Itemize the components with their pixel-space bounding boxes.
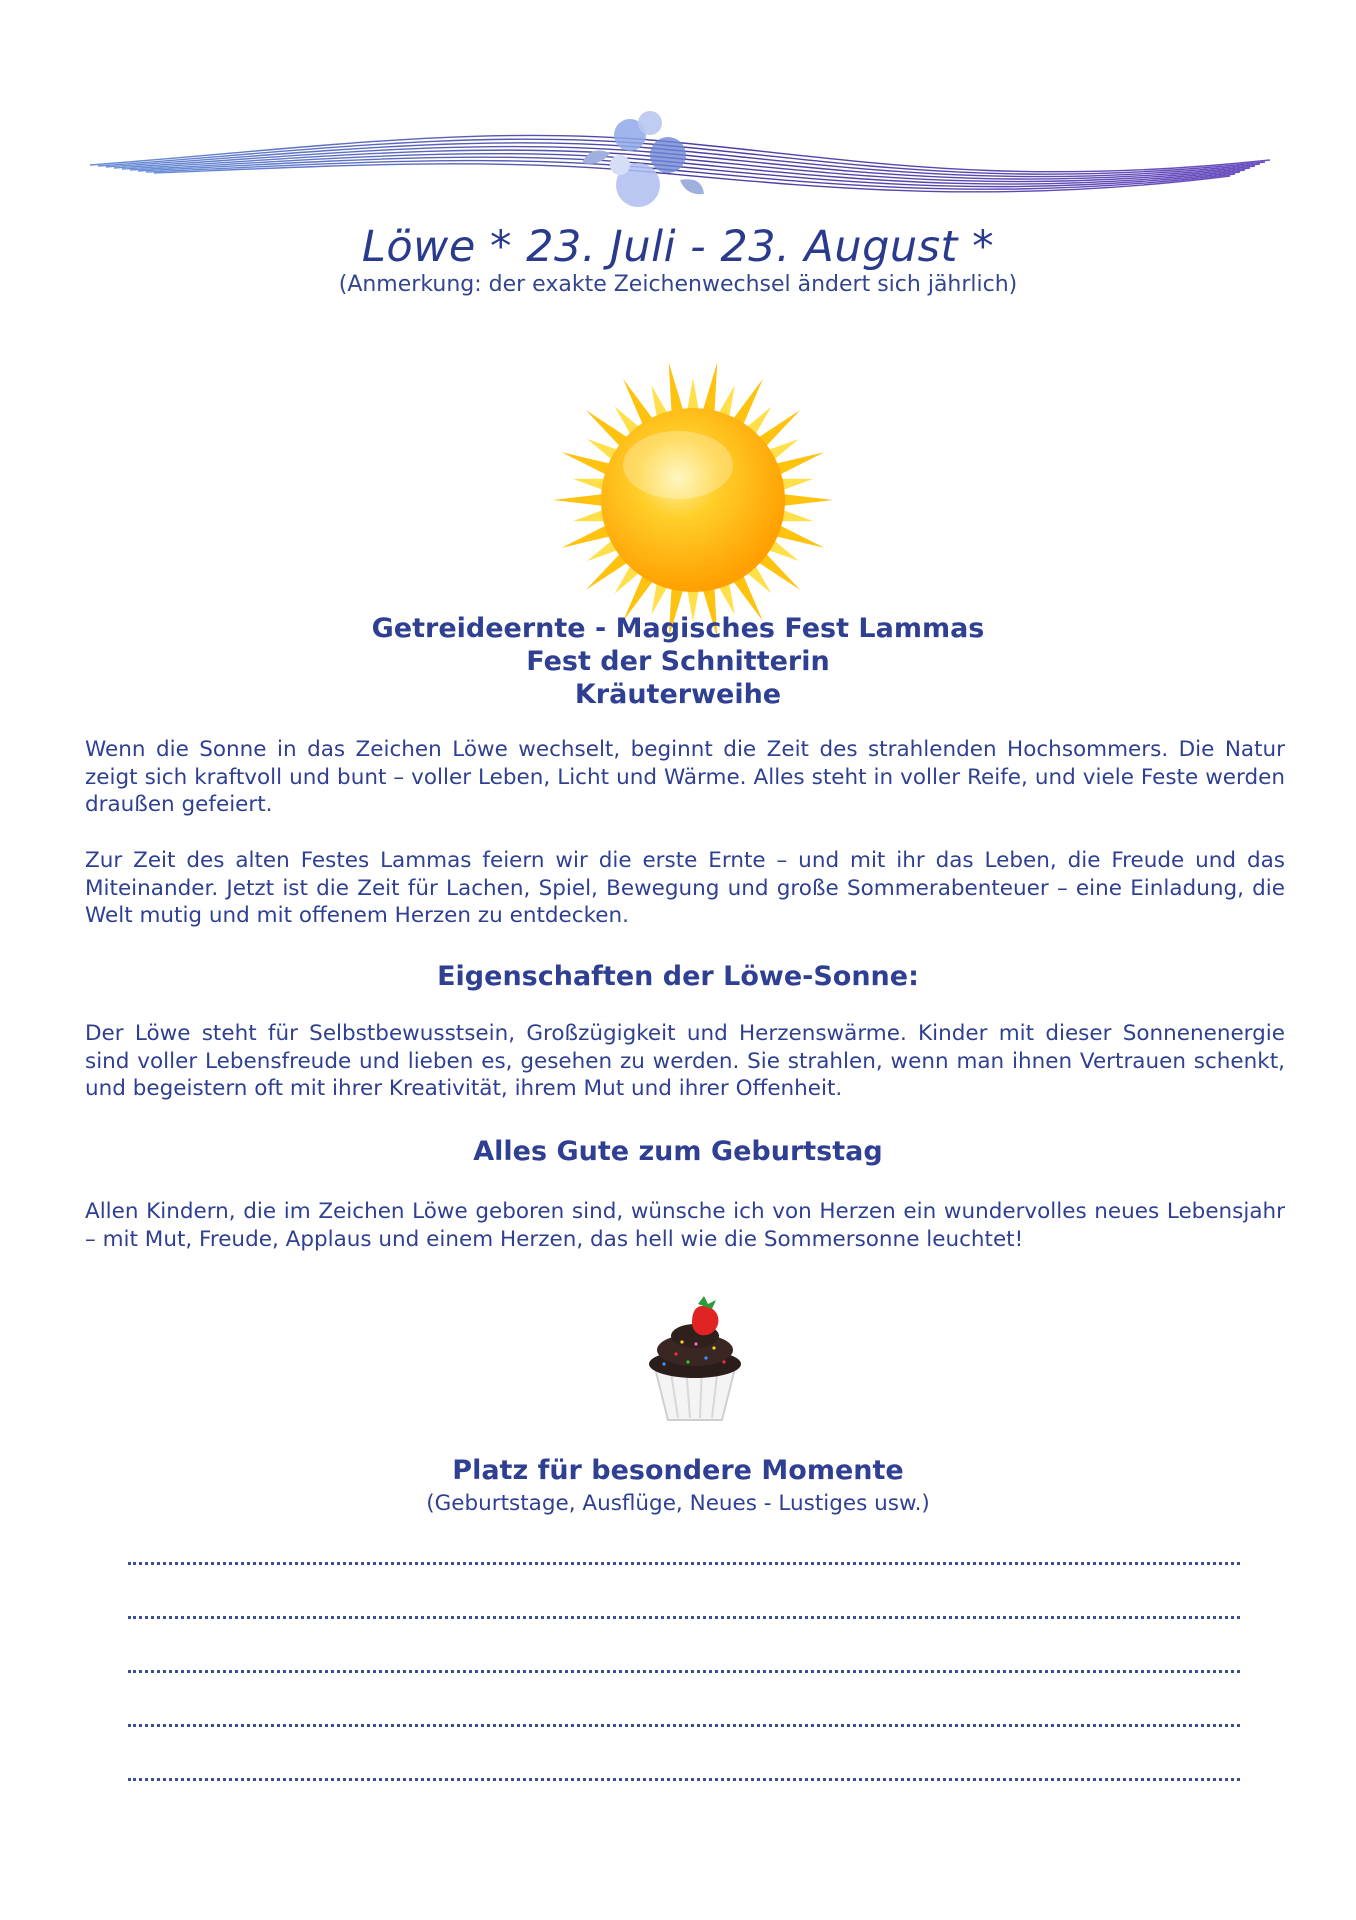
date-note: (Anmerkung: der exakte Zeichenwechsel ändert sich jährlich) [338, 272, 1018, 297]
writing-line[interactable] [128, 1778, 1240, 1781]
festival-line-3: Kräuterweihe [574, 679, 782, 710]
writing-line[interactable] [128, 1724, 1240, 1727]
traits-paragraph: Der Löwe steht für Selbstbewusstsein, Großzügigkeit und Herzenswärme. Kinder mit dieser Sonnenenergie sind voller Lebensfreude und lieben es, gesehen zu werden. Sie strahlen, wenn man ihnen Vertrauen schenkt, und begeistern oft mit ihrer Kreativität, ihrem Mut und ihrer Offenheit. [85, 1021, 1285, 1101]
traits-heading: Eigenschaften der Löwe-Sonne: [437, 961, 919, 992]
sun-ray [553, 494, 605, 506]
festival-line-2: Fest der Schnitterin [526, 646, 830, 677]
birthday-paragraph: Allen Kindern, die im Zeichen Löwe geboren sind, wünsche ich von Herzen ein wundervolles neues Lebensjahr – mit Mut, Freude, Applaus und einem Herzen, das hell wie die Sommersonne leuchtet! [85, 1199, 1285, 1252]
festival-headings [0, 612, 1356, 711]
moments-heading: Platz für besondere Momente [452, 1455, 904, 1486]
sun-ray [773, 452, 824, 476]
sun-ray [781, 494, 833, 506]
sun-ray [702, 362, 717, 414]
wave-banner-icon [90, 95, 1270, 220]
sun-icon [548, 355, 838, 645]
moments-subtitle: (Geburtstage, Ausflüge, Neues - Lustiges usw.) [426, 1491, 930, 1516]
writing-line[interactable] [128, 1562, 1240, 1565]
writing-line[interactable] [128, 1616, 1240, 1619]
intro-paragraph: Wenn die Sonne in das Zeichen Löwe wechselt, beginnt die Zeit des strahlenden Hochsommers. Die Natur zeigt sich kraftvoll und bunt – voller Leben, Licht und Wärme. Alles steht in voller Reife, und viele Feste werden draußen gefeiert. [85, 737, 1285, 817]
sun-ray [561, 524, 612, 548]
sun-ray [773, 524, 824, 548]
sun-ray [561, 452, 612, 476]
cupcake-icon [640, 1292, 750, 1426]
page-title: Löwe * 23. Juli - 23. August * [361, 222, 995, 272]
writing-line[interactable] [128, 1670, 1240, 1673]
birthday-heading: Alles Gute zum Geburtstag [473, 1136, 883, 1167]
festival-line-1: Getreideernte - Magisches Fest Lammas [371, 613, 985, 644]
sun-ray [687, 378, 699, 412]
sun-ray [669, 362, 684, 414]
lammas-paragraph: Zur Zeit des alten Festes Lammas feiern wir die erste Ernte – und mit ihr das Leben, die Freude und das Miteinander. Jetzt ist die Zeit für Lachen, Spiel, Bewegung und große Sommerabenteuer – eine Einladung, die Welt mutig und mit offenem Herzen zu entdecken. [85, 848, 1285, 928]
